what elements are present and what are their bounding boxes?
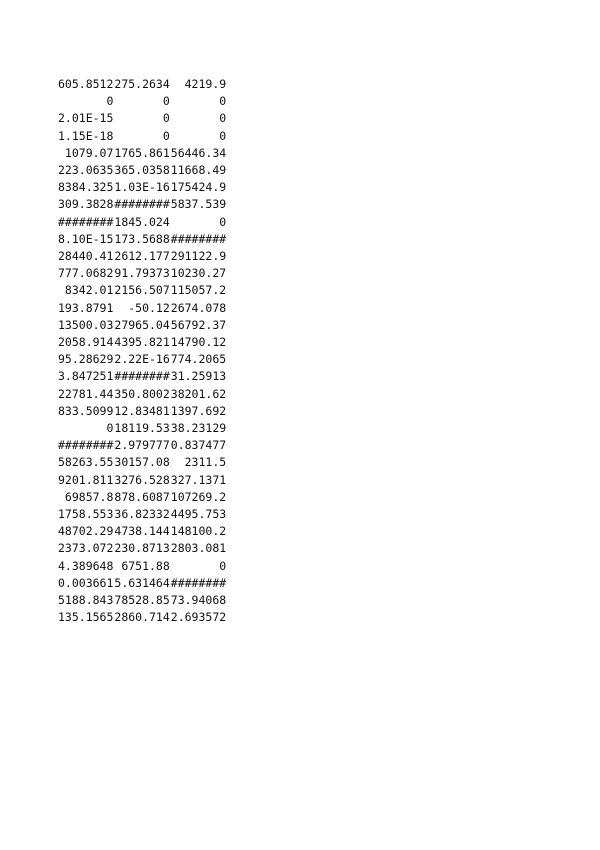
table-cell: 605.8512: [58, 77, 114, 91]
table-body: [58, 76, 227, 627]
table-cell: 4495.753: [170, 507, 227, 522]
table-cell: ########: [114, 369, 170, 384]
table-cell: 95.28629: [58, 352, 114, 367]
table-row: [58, 248, 227, 265]
table-cell: 36.82332: [114, 507, 170, 522]
table-cell: 69857.8: [64, 489, 114, 504]
table-cell: 0: [219, 94, 227, 109]
table-cell: 2612.177: [114, 249, 170, 264]
table-cell: 13500.03: [58, 317, 114, 332]
table-cell: 135.1565: [58, 610, 114, 625]
table-cell: 9201.811: [58, 472, 114, 487]
table-cell: 230.8713: [114, 541, 170, 556]
table-cell: 0: [106, 94, 114, 109]
table-row: [58, 368, 227, 385]
table-row: [58, 265, 227, 282]
table-cell: 107269.2: [170, 489, 227, 504]
table-row: [58, 231, 227, 248]
table-cell: 275.2634: [114, 77, 170, 91]
spreadsheet-print-area: [58, 76, 227, 627]
table-row: [58, 179, 227, 196]
table-cell: 8384.325: [58, 180, 114, 195]
table-cell: 10230.27: [170, 266, 227, 281]
table-cell: 0: [162, 111, 170, 126]
table-cell: 5.631464: [114, 575, 170, 590]
table-cell: 2311.5: [184, 455, 227, 470]
table-cell: 327.1371: [170, 472, 227, 487]
table-cell: 309.3828: [58, 197, 114, 212]
table-cell: 38201.62: [170, 386, 227, 401]
table-cell: 27965.04: [114, 317, 170, 332]
table-cell: 175424.9: [170, 180, 227, 195]
table-row: [58, 454, 227, 471]
table-cell: 4.389648: [58, 558, 114, 573]
table-row: [58, 506, 227, 523]
table-cell: 78528.85: [114, 593, 170, 608]
table-cell: 878.6087: [114, 489, 170, 504]
table-cell: 0.003661: [58, 575, 114, 590]
table-row: [58, 437, 227, 454]
table-cell: 18119.53: [114, 421, 170, 436]
table-row: [58, 420, 227, 437]
table-row: [58, 282, 227, 299]
table-cell: 56792.37: [170, 317, 227, 332]
table-cell: 30157.08: [114, 455, 170, 470]
table-cell: -50.12: [128, 300, 170, 315]
table-cell: 0: [219, 111, 227, 126]
table-cell: 58263.55: [58, 455, 114, 470]
table-row: [58, 128, 227, 145]
table-cell: 0: [219, 128, 227, 143]
table-row: [58, 403, 227, 420]
table-row: [58, 386, 227, 403]
table-cell: 3.847251: [58, 369, 114, 384]
table-cell: ########: [170, 575, 227, 590]
table-row: [58, 472, 227, 489]
table-row: [58, 145, 227, 162]
table-cell: 38.23129: [170, 421, 227, 436]
table-cell: 91.79373: [114, 266, 170, 281]
table-cell: 291122.9: [170, 249, 227, 264]
table-cell: 0: [162, 94, 170, 109]
table-cell: 1758.553: [58, 507, 114, 522]
table-cell: 1.03E-16: [114, 180, 170, 195]
table-cell: ########: [170, 231, 227, 246]
table-row: [58, 93, 227, 110]
table-row: [58, 162, 227, 179]
table-cell: 2860.714: [114, 610, 170, 625]
table-cell: 2674.078: [170, 300, 227, 315]
table-cell: 2156.507: [114, 283, 170, 298]
table-row: [58, 76, 227, 93]
table-cell: 173.5688: [114, 231, 170, 246]
table-cell: 1845.024: [114, 214, 170, 229]
table-row: [58, 110, 227, 127]
table-cell: 8342.01: [64, 283, 114, 298]
table-cell: 8.10E-15: [58, 231, 114, 246]
table-cell: 22781.44: [58, 386, 114, 401]
table-cell: 1.15E-18: [58, 128, 114, 143]
table-row: [58, 523, 227, 540]
table-cell: ########: [58, 214, 114, 229]
table-cell: 0: [219, 214, 227, 229]
table-cell: 11668.49: [170, 163, 227, 178]
table-row: [58, 489, 227, 506]
table-cell: 1397.692: [170, 403, 227, 418]
table-row: [58, 558, 227, 575]
table-cell: 28440.41: [58, 249, 114, 264]
table-cell: 350.8002: [114, 386, 170, 401]
table-cell: 5837.539: [170, 197, 227, 212]
table-cell: 774.2065: [170, 352, 227, 367]
table-cell: 115057.2: [170, 283, 227, 298]
table-cell: 4738.144: [114, 524, 170, 539]
table-row: [58, 592, 227, 609]
table-cell: 2.01E-15: [58, 111, 114, 126]
table-cell: 73.94068: [170, 593, 227, 608]
table-cell: 365.0358: [114, 163, 170, 178]
table-cell: 2.22E-16: [114, 352, 170, 367]
table-row: [58, 540, 227, 557]
table-row: [58, 196, 227, 213]
table-cell: 0: [219, 558, 227, 573]
table-cell: ########: [58, 438, 114, 453]
table-cell: 6751.88: [121, 558, 170, 573]
table-cell: 1765.861: [114, 145, 170, 160]
table-cell: 1079.07: [64, 145, 114, 160]
table-row: [58, 351, 227, 368]
table-cell: 2.693572: [170, 610, 227, 625]
table-cell: 0: [106, 421, 114, 436]
data-table: [58, 76, 227, 627]
table-row: [58, 334, 227, 351]
table-cell: 48702.29: [58, 524, 114, 539]
table-cell: 5188.843: [58, 593, 114, 608]
table-cell: 223.0635: [58, 163, 114, 178]
table-cell: 0: [162, 128, 170, 143]
table-row: [58, 317, 227, 334]
table-cell: 193.8791: [58, 300, 114, 315]
table-cell: ########: [114, 197, 170, 212]
table-cell: 2.979777: [114, 438, 170, 453]
table-cell: 3276.528: [114, 472, 170, 487]
table-cell: 777.0682: [58, 266, 114, 281]
table-cell: 4219.9: [184, 77, 227, 91]
table-cell: 2803.081: [170, 541, 227, 556]
table-row: [58, 609, 227, 626]
table-cell: 12.83481: [114, 403, 170, 418]
table-cell: 31.25913: [170, 369, 227, 384]
table-cell: 4395.821: [114, 335, 170, 350]
table-cell: 833.5099: [58, 403, 114, 418]
table-cell: 0.837477: [170, 438, 227, 453]
table-row: [58, 575, 227, 592]
table-row: [58, 214, 227, 231]
table-cell: 14790.12: [170, 335, 227, 350]
table-cell: 2058.914: [58, 335, 114, 350]
table-cell: 148100.2: [170, 524, 227, 539]
table-cell: 2373.072: [58, 541, 114, 556]
table-cell: 56446.34: [170, 145, 227, 160]
table-row: [58, 300, 227, 317]
